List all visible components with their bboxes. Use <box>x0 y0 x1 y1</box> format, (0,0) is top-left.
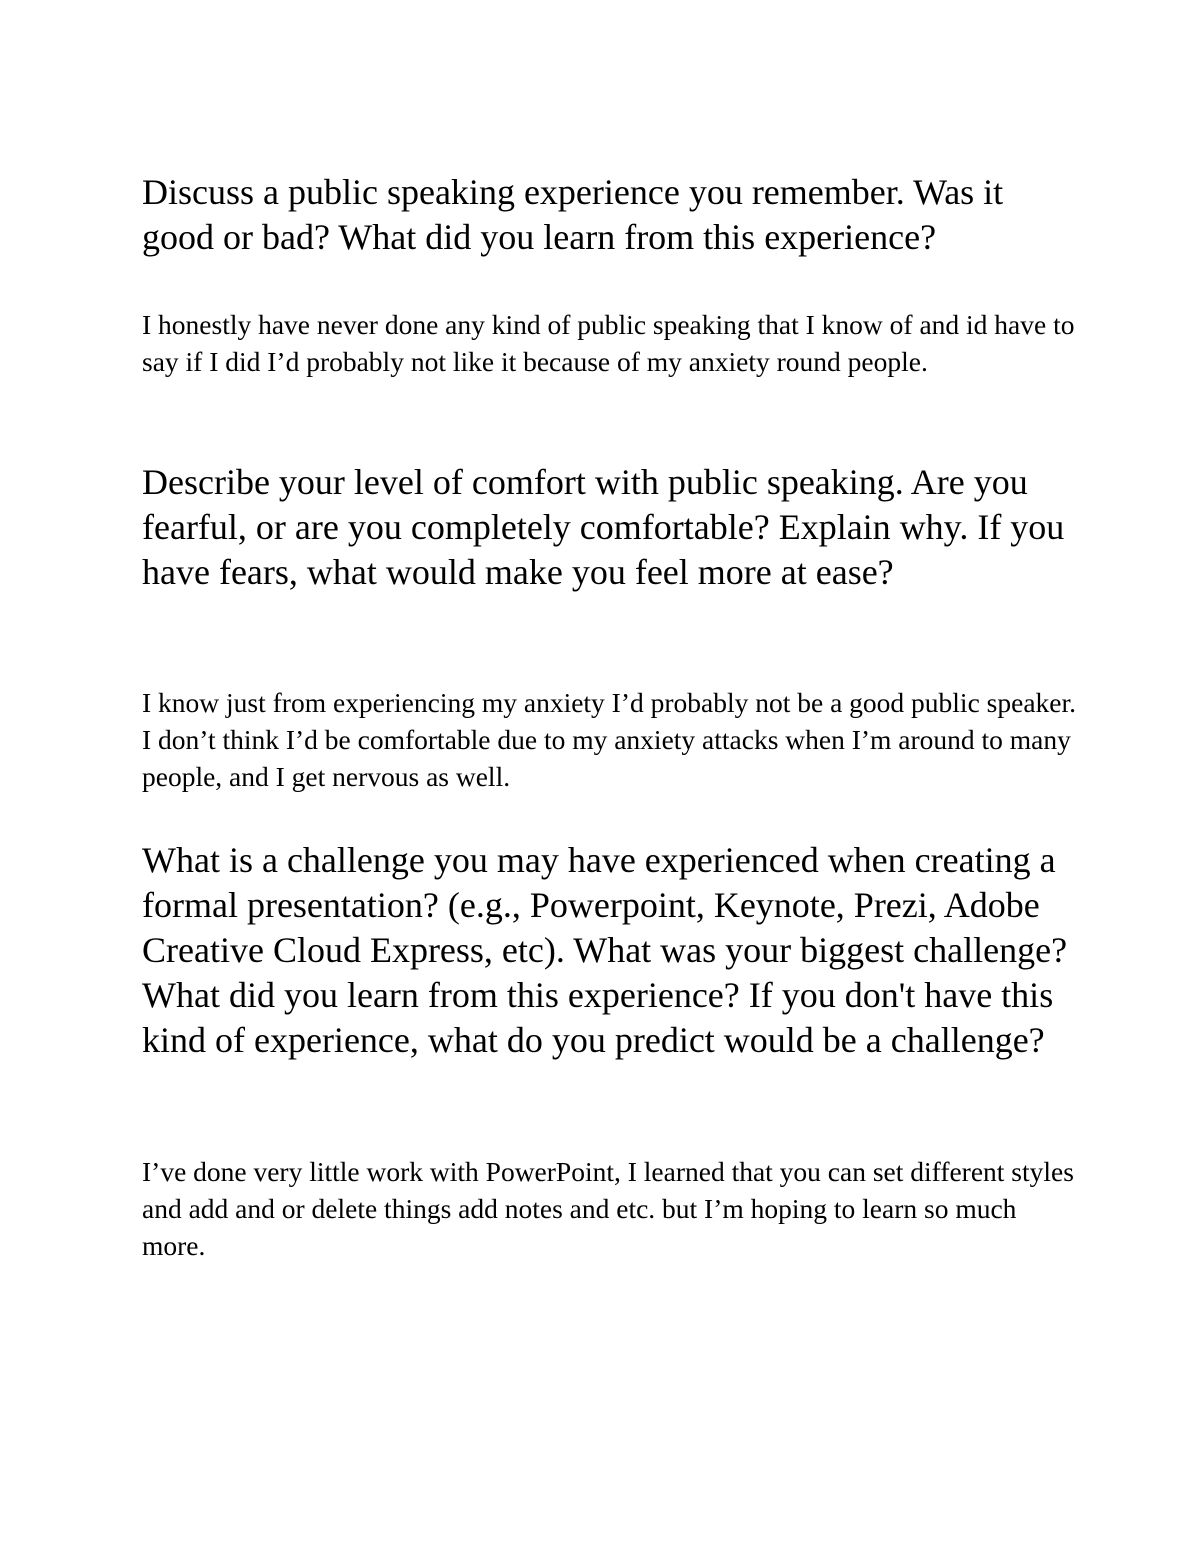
answer-3: I’ve done very little work with PowerPoint, I learned that you can set different styles and add and or delete things add notes and etc. but I’m hoping to learn so much more. <box>142 1156 1074 1261</box>
question-2: Describe your level of comfort with public speaking. Are you fearful, or are you completely comfortable? Explain why. If you have fears, what would make you feel more at ease? <box>142 462 1065 592</box>
question-1: Discuss a public speaking experience you remember. Was it good or bad? What did you learn from this experience? <box>142 172 1004 257</box>
answer-2: I know just from experiencing my anxiety I’d probably not be a good public speaker. I don’t think I’d be comfortable due to my anxiety attacks when I’m around to many people, and I get nervous as well. <box>142 687 1076 792</box>
question-3: What is a challenge you may have experienced when creating a formal presentation? (e.g., Powerpoint, Keynote, Prezi, Adobe Creative Cloud Express, etc). What was your biggest challenge? What did you learn from this experience? If you don't have this kind of experience, what do you predict would be a challenge? <box>142 840 1068 1060</box>
answer-1: I honestly have never done any kind of public speaking that I know of and id have to say if I did I’d probably not like it because of my anxiety round people. <box>142 309 1075 377</box>
